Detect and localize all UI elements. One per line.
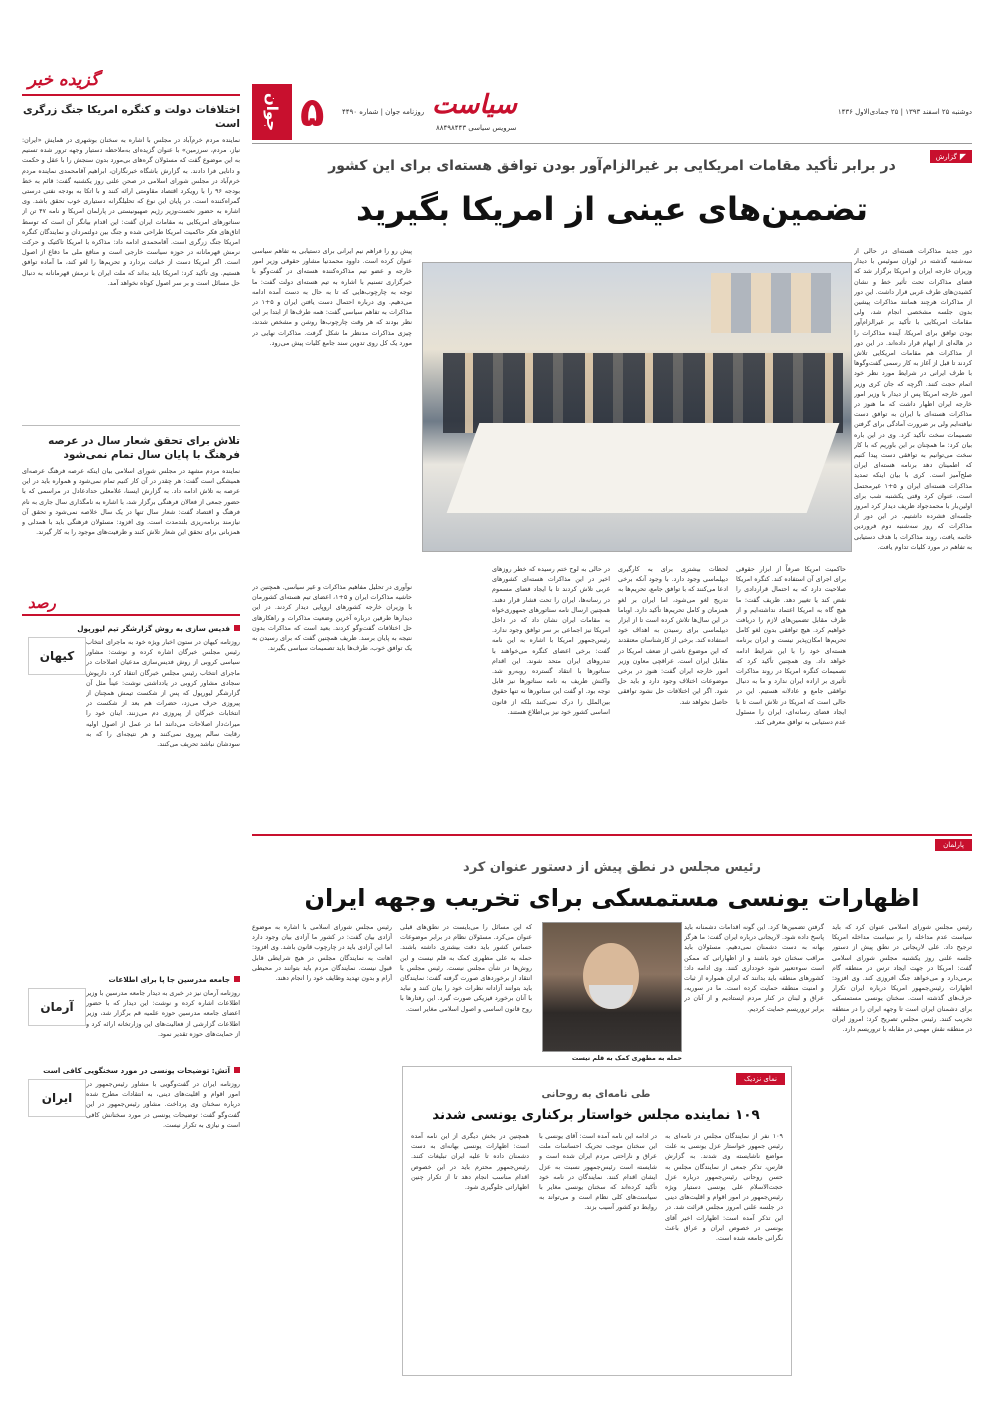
larijani-photo bbox=[542, 922, 682, 1052]
close-up-tag: نمای نزدیک bbox=[736, 1073, 785, 1085]
sidebar-story1-body: نماینده مردم خرم‌آباد در مجلس با اشاره به سخنان بوشهری در همایش «ایران: نیاز، مردم، سرزمین» با عنوان گزیده‌ای به‌ملاحظه دستیار وجهه ترور شده تسنیم به این موضوع گفت که مسئولان گره‌های بی‌مورد بدون سنجش را با عقل و حکمت و دانایی فرا دادند. به گزارش باشگاه خبرنگاران، ابراهیم آقامحمدی نماینده مردم خرم‌آباد در مجلس شورای اسلامی در صحن علنی روز یکشنبه گفت: قائم به خط بودجه ۹۶ را با رویکرد اقتصاد مقاومتی ارائه کنند و با اتکا به بودجه نفتی درستی گمراه‌کننده است. در پایان این نوع که تحلیلگرانه دستیاری خوب تحقق باشد. وی اشاره به حضور نخست‌وزیر رژیم صهیونیستی در پارلمان امریکا و نامه ۴۷ تن از سناتورهای امریکایی به مقامات ایران گفت: این اقدام بیانگر آن است که توسط اتاق‌های فکر حاکمیت امریکا طراحی شده و جنگ بین دولتمردان و نمایندگان کنگره امریکا جنگ زرگری است. آقامحمدی ادامه داد: مذاکره با امریکا تاکتیک و حرکت نرمش قهرمانانه در حوزه سیاست خارجی است و منافع ملی ما دفاع از اصول است. اگر امریکا دست از خباثت بردارد و تحریم‌ها را لغو کند، ما آماده توافق هستیم. وی تأکید کرد: امریکا باید بداند که ملت ایران با نرمش قهرمانانه به دنبال حل مسائل است و بر سر اصول کوتاه نخواهد آمد. bbox=[22, 136, 240, 287]
photo-caption: حمله به مطهری کمک به قلم نیست bbox=[571, 1054, 682, 1062]
page-number: ۵ bbox=[300, 90, 325, 136]
article3-headline[interactable]: ۱۰۹ نماینده مجلس خواستار برکناری یونسی شدند bbox=[432, 1107, 760, 1123]
bullet-icon bbox=[234, 625, 240, 631]
masthead bbox=[252, 84, 972, 144]
press-item bbox=[22, 1065, 240, 1179]
press-item-body: روزنامه کیهان در ستون اخبار ویژه خود به ماجرای انتخاب رئیس مجلس خبرگان اشاره کرده و نوشت: مشاور سیاسی کروبی از روش فدیس‌سازی مدعیان اصلاحات در ماجرای انتخاب رئیس مجلس خبرگان انتقاد کرد. داریوش سجادی مشاور کروبی در یادداشتی نوشت: عیناً مثل آن گزارشگر لیورپول که پس از شکست تیمش همچنان از پیروزی حرف می‌زد، حضرات هم بعد از شکست در انتخابات خبرگان از پیروزی دم می‌زنند. اینان خود را میراث‌دار اصلاحات می‌دانند اما در عمل از اصول اولیه رقابت سالم پیروی نمی‌کنند و هر نتیجه‌ای را که به سودشان نباشد تحریف می‌کنند. bbox=[86, 638, 240, 749]
main-content bbox=[252, 70, 972, 1400]
sidebar-story2-body: نماینده مردم مشهد در مجلس شورای اسلامی بیان اینکه عرصه فرهنگ عرصه‌ای همیشگی است گفت: هر چقدر در آن کار کنیم تمام نمی‌شود و همواره باید در این عرصه به تلاش ادامه داد. به گزارش ایسنا، غلامعلی حدادعادل در مراسمی که با حضور جمعی از فعالان فرهنگی برگزار شد، با اشاره به نامگذاری سال جاری به نام فرهنگ و اقتصاد گفت: شعار سال تنها در یک سال خلاصه نمی‌شود و تحقق آن نیازمند برنامه‌ریزی بلندمدت است. وی افزود: مسئولان فرهنگی باید با همدلی و همزبانی برای تحقق این شعار تلاش کنند و ظرفیت‌های موجود را به کار گیرند. bbox=[22, 467, 240, 537]
section-logo: سیاست bbox=[432, 90, 517, 120]
press-item bbox=[22, 623, 240, 967]
photo-beard bbox=[589, 985, 633, 1009]
article3-subhead: طی نامه‌ای به روحانی bbox=[541, 1089, 651, 1100]
article3-column: همچنین در بخش دیگری از این نامه آمده است: اظهارات یونسی بهانه‌ای به دست دشمنان داده تا علیه ایران تبلیغات کنند. رئیس‌جمهور محترم باید در این خصوص اقدام مناسب انجام دهد تا از تکرار چنین اظهاراتی جلوگیری شود. bbox=[411, 1132, 529, 1192]
newspaper-logo[interactable]: جوان bbox=[252, 84, 292, 140]
photo-table bbox=[447, 423, 840, 513]
sidebar-story1-title[interactable]: اختلافات دولت و کنگره امریکا جنگ زرگری است bbox=[22, 104, 240, 130]
sidebar-column bbox=[22, 70, 240, 1400]
article1-column: در حالی به لوح ختم رسیده که خطر روزهای اخیر در این مذاکرات هسته‌ای کشورهای غربی تلاش کردند تا با ایجاد فضای مسموم در رسانه‌ها، ایران را تحت فشار قرار دهند. همچنین ارسال نامه سناتورهای جمهوری‌خواه به مقامات ایران نشان داد که در داخل امریکا نیز اجماعی بر سر توافق وجود ندارد. رئیس‌جمهور امریکا با اشاره به این نامه گفت: برخی اعضای کنگره می‌خواهند با تندروهای ایران متحد شوند. این اقدام سناتورها با انتقاد گسترده روبه‌رو شد. واکنش ظریف به نامه سناتورها نیز قابل توجه بود. او گفت این سناتورها نه تنها حقوق بین‌الملل را درک نمی‌کنند بلکه از قانون اساسی کشور خود نیز بی‌اطلاع هستند. bbox=[492, 565, 610, 716]
article2-column: گرفتن تضمین‌ها کرد. این گونه اقدامات دشمنانه باید پاسخ داده شود. لاریجانی درباره ایران گفت: ما هرگز بهانه به دست دشمنان نمی‌دهیم. مسئولان باید مراقب سخنان خود باشند و از اظهاراتی که ممکن است سوءتعبیر شود خودداری کنند. وی ادامه داد: کشورهای منطقه باید بدانند که ایران همواره از ثبات و امنیت منطقه حمایت کرده است. ما در سوریه، عراق و لبنان در کنار مردم ایستادیم و از آنان در برابر تروریسم حمایت کردیم. bbox=[684, 923, 824, 1013]
article1-column: لحظات بیشتری برای به کارگیری دیپلماسی وجود دارد. با وجود آنکه برخی ادعا می‌کنند که با توافق جامع، تحریم‌ها به تدریج لغو می‌شود، اما ایران بر لغو همزمان و کامل تحریم‌ها تأکید دارد. اوباما در این سال‌ها تلاش کرده است تا از ابزار دیپلماسی برای رسیدن به اهداف خود استفاده کند. برخی از کارشناسان معتقدند که این موضوع ناشی از ضعف امریکا در مقابل ایران است. عراقچی معاون وزیر امور خارجه ایران گفت: هنوز در برخی موضوعات اختلاف وجود دارد و باید حل شود. اگر این اختلافات حل نشود توافقی حاصل نخواهد شد. bbox=[618, 565, 728, 706]
bullet-icon bbox=[234, 976, 240, 982]
press-item-title-text: جامعه مدرسین جا پا برای اطلاعات bbox=[108, 975, 230, 984]
sidebar-story2-title[interactable]: تلاش برای تحقق شعار سال در عرصه فرهنگ با پایان سال تمام نمی‌شود bbox=[48, 435, 240, 461]
photo-people bbox=[443, 353, 843, 433]
press-item-body: روزنامه ایران در گفت‌وگویی با مشاور رئیس‌جمهور در امور اقوام و اقلیت‌های دینی، به انتقادات مطرح شده درباره سخنان وی پرداخت. مشاور رئیس‌جمهور در این گفت‌وگو گفت: توضیحات یونسی در مورد سخنانش کافی است و نیازی به تکرار نیست. bbox=[86, 1080, 240, 1129]
section-phone: سرویس سیاسی ۸۸۴۹۸۴۴۳ bbox=[436, 124, 517, 132]
article2-headline[interactable]: اظهارات یونسی مستمسکی برای تخریب وجهه ایران bbox=[304, 884, 920, 912]
press-item-body: روزنامه آرمان نیز در خبری به دیدار جامعه مدرسین با وزیر اطلاعات اشاره کرده و نوشت: این دیدار که با حضور اعضای جامعه مدرسین حوزه علمیه قم برگزار شد، وزیر اطلاعات گزارشی از فعالیت‌های این وزارتخانه ارائه کرد و از حمایت‌های حوزه تقدیر نمود. bbox=[86, 989, 240, 1038]
close-up-box bbox=[402, 1066, 792, 1376]
arrow-icon: ◤ bbox=[959, 152, 966, 161]
issue-info: روزنامه جوان | شماره ۴۴۹۰ bbox=[342, 108, 425, 116]
press-item-title[interactable] bbox=[22, 1065, 240, 1076]
parliament-tag: پارلمان bbox=[935, 839, 972, 851]
article1-column: پیش رو را فراهم نیم ایرانی برای دستیابی به تفاهم سیاسی عنوان کرده است. داوود محمدنیا مشاور حقوقی وزیر امور خارجه و عضو تیم مذاکره‌کننده هسته‌ای در گفت‌وگو با خبرگزاری تسنیم با اشاره به تیم هسته‌ای دولت گفت: ما توجه به چارچوب‌هایی که تا به حال به دست آمده ادامه می‌دهیم. وی درباره احتمال دست یافتن ایران و ۵+۱ در مذاکرات به تفاهم سیاسی گفت: همه طرف‌ها از ابتدا بر این نظر بودند که هر وقت چارچوب‌ها روشن و مشخص شدند، چیزی مذاکرات مدنظر ما شکل گرفت. مذاکرات نهایی در مورد یک کل روی تدوین سند جامع کلیات پیش می‌رود. bbox=[252, 247, 412, 347]
article1-column: حاکمیت امریکا صرفاً از ابزار حقوقی برای اجرای آن استفاده کند. کنگره امریکا صلاحیت دارد که به احتمال قراردادی را نقض کند یا تغییر دهد. ظریف گفت: ما هیچ گاه به امریکا اعتماد نداشته‌ایم و از طرف مقابل تضمین‌های لازم را دریافت خواهیم کرد. هیچ توافقی بدون لغو کامل تحریم‌ها امکان‌پذیر نیست و ایران برنامه هسته‌ای خود را با این شرایط ادامه خواهد داد. وی همچنین تأکید کرد که تصمیمات کنگره امریکا در روند مذاکرات تأثیری بر اراده ایران ندارد و ما به دنبال توافقی جامع و عادلانه هستیم. این در حالی است که امریکا در تلاش است تا با ایجاد فضای رسانه‌ای، ایران را مسئول عدم دستیابی به توافق معرفی کند. bbox=[736, 565, 846, 727]
article2-column: رئیس مجلس شورای اسلامی با اشاره به موضوع آزادی بیان گفت: در کشور ما آزادی بیان وجود دارد اما این آزادی باید در چارچوب قانون باشد. وی افزود: اهانت به نمایندگان مجلس در هیچ شرایطی قابل قبول نیست. نمایندگان مردم باید بتوانند در محیطی آرام و بدون تهدید وظایف خود را انجام دهند. bbox=[252, 923, 392, 983]
section-divider bbox=[252, 834, 972, 836]
sidebar-header: گزیده خبر bbox=[22, 70, 240, 96]
iran-logo: ایران bbox=[28, 1079, 86, 1117]
press-review-header: رصد bbox=[22, 594, 240, 616]
press-item bbox=[22, 974, 240, 1058]
article2-column: که این مسائل را می‌بایست در نطق‌های قبلی عنوان می‌کرد. مسئولان نظام در برابر موضوعات حساس کشور باید دقت بیشتری داشته باشند. حمله به علی مطهری کمک به قلم نیست و این روش‌ها در شأن مجلس نیست. رئیس مجلس با انتقاد از برخوردهای صورت گرفته گفت: نمایندگان باید بتوانند آزادانه نظرات خود را بیان کنند و نباید با آنان برخورد فیزیکی صورت گیرد. این رفتارها با روح قانون اساسی و اصول اسلامی مغایر است. bbox=[400, 923, 532, 1013]
bullet-icon bbox=[234, 1067, 240, 1073]
article3-column: ۱۰۹ نفر از نمایندگان مجلس در نامه‌ای به رئیس جمهور خواستار عزل یونسی به علت مواضع ناشایسته وی شدند. به گزارش فارس، تذکر جمعی از نمایندگان مجلس به حسن روحانی رئیس‌جمهور درباره عزل حجت‌الاسلام علی یونسی دستیار ویژه رئیس‌جمهور در امور اقوام و اقلیت‌های دینی در جلسه علنی امروز مجلس قرائت شد. در این تذکر آمده است: اظهارات اخیر آقای یونسی در خصوص ایران و عراق باعث نگرانی جامعه شده است. bbox=[665, 1132, 783, 1243]
article2-subhead: رئیس مجلس در نطق پیش از دستور عنوان کرد bbox=[463, 860, 761, 875]
article3-column: در ادامه این نامه آمده است: آقای یونسی با این سخنان موجب تحریک احساسات ملت عراق و ناراحتی مردم ایران شده است و شایسته است رئیس‌جمهور نسبت به عزل ایشان اقدام کنند. نمایندگان در نامه خود تأکید کرده‌اند که سخنان یونسی مغایر با سیاست‌های کلی نظام است و می‌تواند به روابط دو کشور آسیب بزند. bbox=[539, 1132, 657, 1212]
press-item-title[interactable] bbox=[22, 974, 240, 985]
date-line: دوشنبه ۲۵ اسفند ۱۳۹۳ | ۲۵ جمادی‌الاول ۱۴۳۶ bbox=[837, 108, 972, 116]
negotiation-photo bbox=[422, 262, 852, 552]
divider bbox=[22, 425, 240, 426]
article1-headline[interactable]: تضمین‌های عینی از امریکا بگیرید bbox=[355, 190, 869, 228]
article1-column: نوآوری در تحلیل مفاهیم مذاکرات و غیر سیاسی. همچنین در حاشیه مذاکرات ایران و ۵+۱، اعضای تیم هسته‌ای کشورمان با وزیران خارجه کشورهای اروپایی دیدار کردند. در این دیدارها طرفین درباره آخرین وضعیت مذاکرات و راهکارهای حل اختلافات گفت‌وگو کردند. بعید است که مذاکرات بدون نتیجه به پایان برسد. ظریف همچنین گفت که برای رسیدن به یک توافق خوب، طرف‌ها باید تصمیمات سیاسی بگیرند. bbox=[252, 583, 412, 653]
press-item-title-text: فدیس سازی به روش گزارشگر تیم لیورپول bbox=[77, 624, 230, 633]
report-tag-label: گزارش bbox=[935, 153, 957, 161]
arman-logo: آرمان bbox=[28, 988, 86, 1026]
press-item-title-text: آتش: توضیحات یونسی در مورد سخنگویی کافی است bbox=[43, 1066, 230, 1075]
kayhan-logo: کیهان bbox=[28, 637, 86, 675]
article1-column: دور جدید مذاکرات هسته‌ای در حالی از سه‌شنبه گذشته در لوزان سوئیس با دیدار وزیران خارجه ایران و امریکا برگزار شد که فضای مذاکرات تحت تأثیر خط و نشان کشیدن‌های طرف غربی قرار داشت. این دور از مذاکرات هرچند همانند مذاکرات پیشین بدون جلسه مشخصی انجام شد، ولی مقامات امریکایی با تأکید بر غیرالزام‌آور بودن توافق برای امریکا، آینده مذاکرات را در هاله‌ای از ابهام قرار داده‌اند. در این دور از مذاکرات هم مقامات امریکایی تلاش کردند تا قبل از آغاز به کار رسمی گفت‌وگوها با طرف ایرانی در شرایط مورد نظر خود اتمام حجت کنند. اگرچه که جان کری وزیر امور خارجه امریکا پس از دیدار با وزیر امور خارجه ایران اظهار داشت که ما هنوز در مذاکرات هسته‌ای با ایران به توافق دست نیافته‌ایم ولی بر ضرورت آمادگی برای گرفتن تصمیمات سخت تأکید کرد. وی در این باره بیان کرد: ما همچنان بر این باوریم که با کار سخت می‌توانیم به توافقی دست پیدا کنیم که اطمینان دهد برنامه هسته‌ای ایران صلح‌آمیز است. کری با بیان اینکه تمدید مذاکرات هسته‌ای ایران و ۵+۱ غیرمحتمل است، عنوان کرد وقتی یکشنبه شب برای اولین‌بار با محمدجواد ظریف دیدار کرد امروز جلسه‌ای فشرده داشتیم. در این دور از مذاکرات که روز سه‌شنبه دوم فروردین خاتمه یافت، روند مذاکرات با هدف دستیابی به تفاهم در مورد کلیات تداوم یافت. bbox=[854, 247, 972, 551]
photo-background bbox=[711, 273, 831, 333]
article1-subhead: در برابر تأکید مقامات امریکایی بر غیرالزام‌آور بودن توافق هسته‌ای برای این کشور bbox=[328, 158, 896, 174]
article2-column: رئیس مجلس شورای اسلامی عنوان کرد که باید سیاست عدم مداخله را بر سیاست مداخله امریکا ترجیح داد. علی لاریجانی در نطق پیش از دستور جلسه علنی روز یکشنبه مجلس شورای اسلامی گفت: امریکا در جهت ایجاد ترس در منطقه گام برمی‌دارد و می‌خواهد جنگ افروزی کند. وی افزود: اظهارات رئیس‌جمهور امریکا درباره ایران تکرار حرف‌های گذشته است. سخنان یونسی مستمسکی برای دشمنان ایران است تا وجهه ایران را در منطقه تخریب کنند. رئیس مجلس تصریح کرد: امروز ایران در منطقه نقش مهمی در مقابله با تروریسم دارد. bbox=[832, 923, 972, 1034]
press-item-title[interactable] bbox=[22, 623, 240, 634]
